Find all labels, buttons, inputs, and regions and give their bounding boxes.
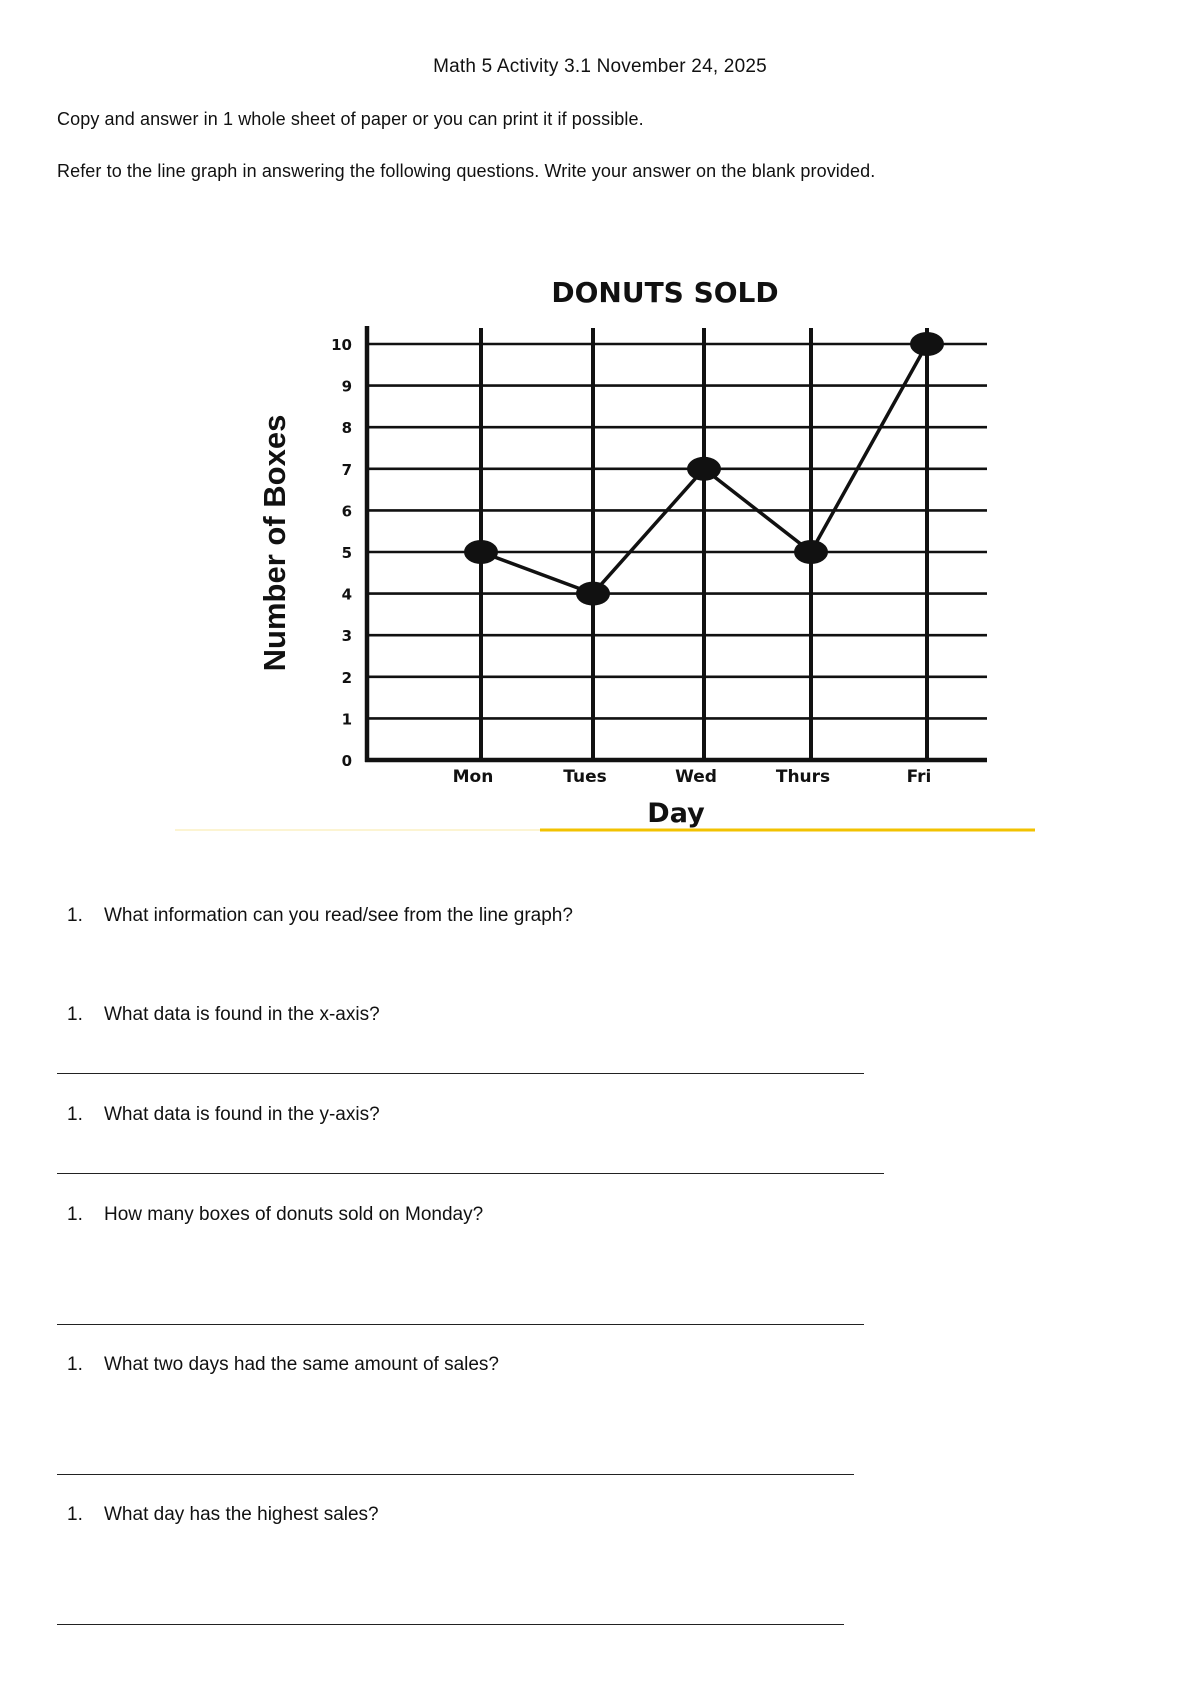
y-tick-label-0: 0	[341, 752, 352, 770]
instruction-copy: Copy and answer in 1 whole sheet of paper or you can print it if possible.	[57, 109, 644, 129]
x-tick-label-wed: Wed	[675, 767, 717, 787]
instruction-refer: Refer to the line graph in answering the following questions. Write your answer on the blank provided.	[57, 161, 876, 181]
y-tick-label-7: 7	[341, 460, 352, 479]
y-tick-label-5: 5	[341, 544, 352, 562]
y-tick-label-9: 9	[341, 377, 352, 396]
y-tick-label-2: 2	[341, 668, 352, 687]
x-tick-label-mon: Mon	[452, 767, 494, 787]
answer-blank-2[interactable]	[57, 1073, 864, 1074]
y-axis-label: Number of Boxes	[257, 414, 292, 672]
data-point-thurs	[794, 540, 828, 564]
question-text: What data is found in the x-axis?	[104, 1004, 380, 1025]
question-text: What day has the highest sales?	[104, 1504, 379, 1525]
question-6	[67, 1504, 379, 1526]
x-tick-label-tues: Tues	[563, 767, 607, 787]
question-text: What information can you read/see from the line graph?	[104, 905, 573, 926]
question-text: What two days had the same amount of sales?	[104, 1354, 499, 1375]
question-number: 1.	[67, 1354, 83, 1375]
chart-title: DONUTS SOLD	[551, 276, 779, 309]
question-number: 1.	[67, 1204, 83, 1225]
answer-blank-4[interactable]	[57, 1324, 864, 1325]
data-point-tues	[576, 582, 610, 606]
answer-blank-3[interactable]	[57, 1173, 884, 1174]
data-point-fri	[910, 332, 944, 356]
question-4	[67, 1204, 483, 1226]
question-1	[67, 905, 573, 927]
y-tick-label-1: 1	[341, 710, 352, 729]
answer-blank-6[interactable]	[57, 1624, 844, 1625]
question-number: 1.	[67, 1504, 83, 1525]
question-3	[67, 1104, 380, 1126]
data-point-mon	[464, 540, 498, 564]
y-tick-label-3: 3	[341, 627, 352, 646]
x-axis-label: Day	[647, 798, 705, 829]
question-5	[67, 1354, 499, 1376]
y-tick-label-10: 10	[331, 336, 352, 354]
data-point-wed	[687, 457, 721, 481]
question-text: How many boxes of donuts sold on Monday?	[104, 1204, 484, 1225]
question-text: What data is found in the y-axis?	[104, 1104, 380, 1125]
answer-blank-5[interactable]	[57, 1474, 854, 1475]
x-tick-label-thurs: Thurs	[775, 767, 831, 787]
question-number: 1.	[67, 905, 83, 926]
question-2	[67, 1004, 380, 1026]
y-tick-label-6: 6	[341, 502, 352, 521]
question-number: 1.	[67, 1104, 83, 1125]
x-tick-label-fri: Fri	[906, 767, 932, 787]
worksheet-title: Math 5 Activity 3.1 November 24, 2025	[433, 56, 767, 77]
question-number: 1.	[67, 1004, 83, 1025]
y-tick-label-4: 4	[341, 585, 352, 604]
y-tick-label-8: 8	[341, 419, 352, 438]
